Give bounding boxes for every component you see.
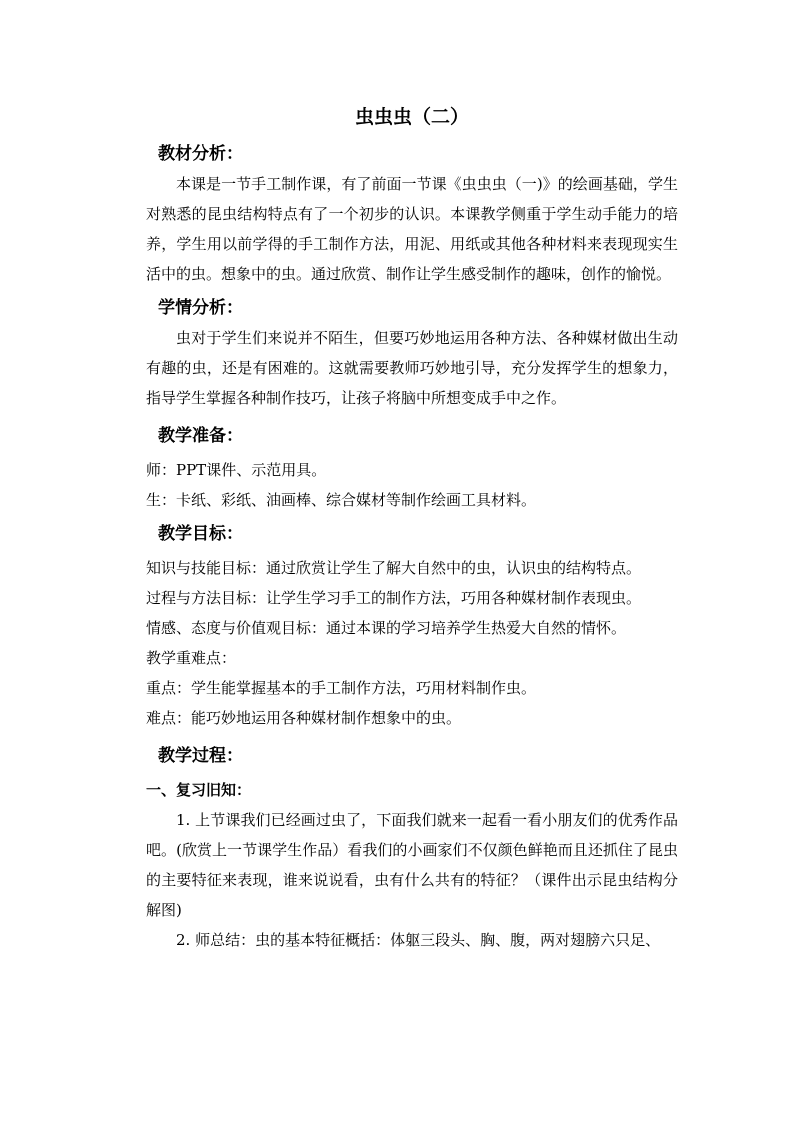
section-heading-goals: 教学目标：: [158, 524, 243, 544]
preparation-student: 生：卡纸、彩纸、油画棒、综合媒材等制作绘画工具材料。: [146, 491, 537, 509]
document-body: [146, 103, 678, 955]
goal-emotion: 情感、态度与价值观目标：通过本课的学习培养学生热爱大自然的情怀。: [146, 619, 627, 637]
keypoints-label: 教学重难点：: [146, 649, 237, 667]
section-heading-preparation: 教学准备：: [158, 426, 243, 446]
keypoint-difficulty: 难点：能巧妙地运用各种媒材制作想象中的虫。: [146, 709, 462, 727]
student-analysis-text: 虫对于学生们来说并不陌生，但要巧妙地运用各种方法、各种媒材做出生动有趣的虫，还是有困难的。这就需要教师巧妙地引导，充分发挥学生的想象力，指导学生掌握各种制作技巧，让孩子将脑中所想变成手中之作。: [146, 329, 678, 407]
goal-process: 过程与方法目标：让学生学习手工的制作方法，巧用各种媒材制作表现虫。: [146, 589, 642, 607]
section-heading-material: 教材分析：: [158, 144, 243, 164]
keypoint-key: 重点：学生能掌握基本的手工制作方法，巧用材料制作虫。: [146, 679, 537, 697]
process-step-1: 1. 上节课我们已经画过虫了，下面我们就来一起看一看小朋友们的优秀作品吧。(欣赏上一节课学生作品）看我们的小画家们不仅颜色鲜艳而且还抓住了昆虫的主要特征来表现，谁来说说看，虫有什么共有的特征？（课件出示昆虫结构分解图): [146, 811, 678, 919]
preparation-teacher: 师：PPT课件、示范用具。: [146, 461, 327, 479]
page-title: 虫虫虫（二）: [354, 106, 469, 128]
section-heading-process: 教学过程：: [158, 746, 243, 766]
section-heading-students: 学情分析：: [158, 298, 243, 318]
process-review-title: 一、复习旧知：: [146, 781, 252, 799]
goal-knowledge: 知识与技能目标：通过欣赏让学生了解大自然中的虫，认识虫的结构特点。: [146, 559, 642, 577]
material-analysis-text: 本课是一节手工制作课，有了前面一节课《虫虫虫（一)》的绘画基础，学生对熟悉的昆虫结构特点有了一个初步的认识。本课教学侧重于学生动手能力的培养，学生用以前学得的手工制作方法，用泥、用纸或其他各种材料来表现现实生活中的虫。想象中的虫。通过欣赏、制作让学生感受制作的趣味，创作的愉悦。: [146, 175, 678, 283]
process-step-2: 2. 师总结：虫的基本特征概括：体躯三段头、胸、腹，两对翅膀六只足、: [176, 931, 661, 949]
